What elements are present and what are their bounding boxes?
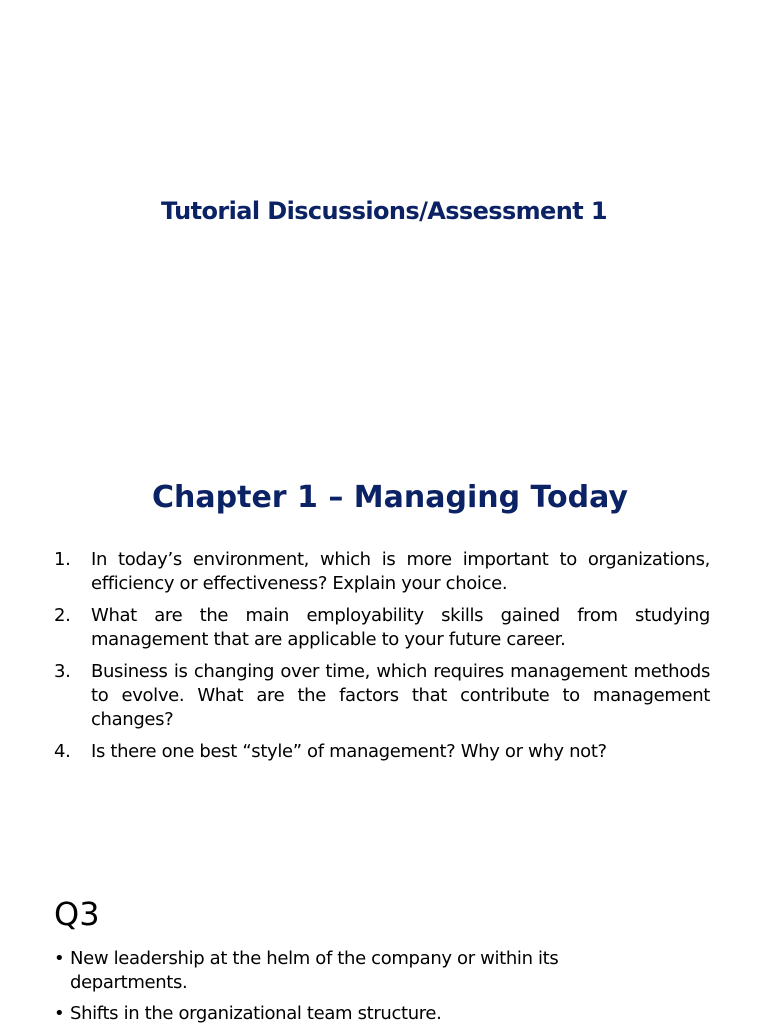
question-list bbox=[54, 548, 710, 772]
q3-bullet-list bbox=[54, 947, 614, 1033]
bullet-text: New leadership at the helm of the company or within its departments. bbox=[70, 948, 559, 993]
question-number: 3. bbox=[54, 661, 71, 682]
question-item bbox=[54, 548, 710, 596]
bullet-icon: • bbox=[54, 948, 65, 969]
question-item bbox=[54, 740, 710, 764]
chapter-title: Chapter 1 – Managing Today bbox=[152, 480, 628, 515]
bullet-item bbox=[54, 1002, 614, 1026]
bullet-icon: • bbox=[54, 1003, 65, 1024]
q3-heading: Q3 bbox=[54, 895, 100, 933]
question-text: What are the main employability skills gained from studying management that are applicable to your future career. bbox=[91, 605, 710, 650]
question-number: 2. bbox=[54, 605, 71, 626]
question-item bbox=[54, 604, 710, 652]
page-title: Tutorial Discussions/Assessment 1 bbox=[161, 197, 607, 225]
question-number: 4. bbox=[54, 741, 71, 762]
question-text: Business is changing over time, which requires management methods to evolve. What are the factors that contribute to management changes? bbox=[91, 661, 710, 730]
question-text: In today’s environment, which is more important to organizations, efficiency or effectiveness? Explain your choice. bbox=[91, 549, 710, 594]
bullet-item bbox=[54, 947, 614, 995]
question-number: 1. bbox=[54, 549, 71, 570]
question-item bbox=[54, 660, 710, 732]
bullet-text: Shifts in the organizational team structure. bbox=[70, 1003, 442, 1024]
question-text: Is there one best “style” of management? Why or why not? bbox=[91, 741, 607, 762]
